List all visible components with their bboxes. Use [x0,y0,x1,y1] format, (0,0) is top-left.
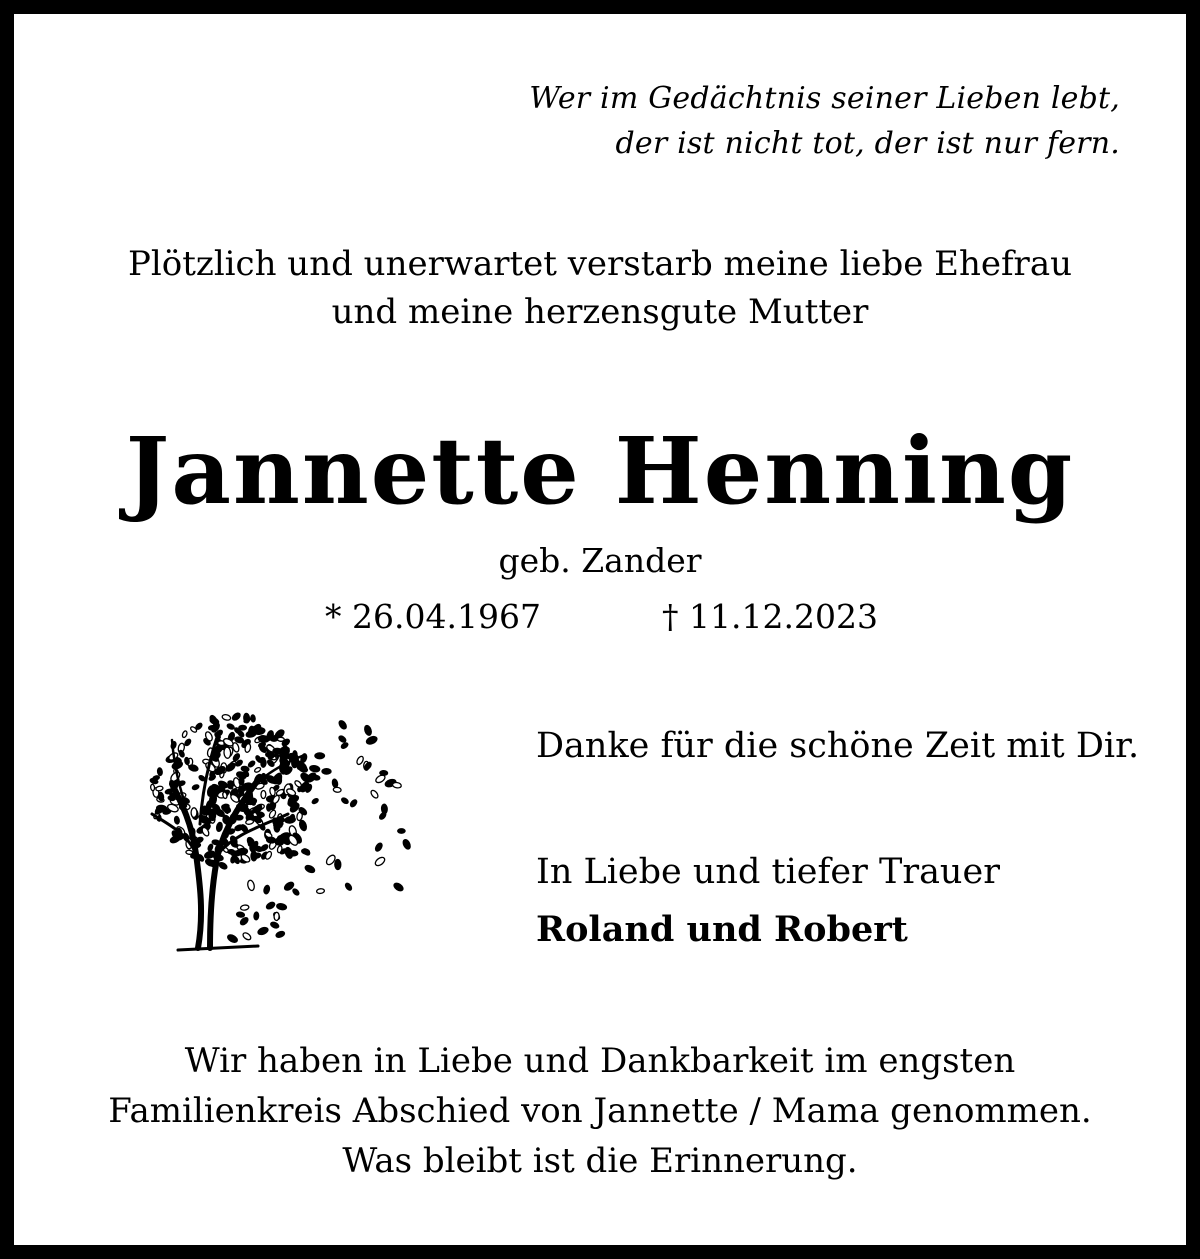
closing-line-2: Familienkreis Abschied von Jannette / Mama genommen. [108,1091,1092,1131]
motto-line-2: der ist nicht tot, der ist nur fern. [615,126,1120,161]
motto-quote [529,76,1120,166]
death-date: † 11.12.2023 [662,597,878,636]
intro-line-1: Plötzlich und unerwartet verstarb meine liebe Ehefrau [128,244,1072,284]
intro-line-2: und meine herzensgute Mutter [331,292,869,332]
maiden-name: geb. Zander [498,541,702,580]
tree-icon [138,684,414,956]
grief-text: In Liebe und tiefer Trauer [536,852,1000,892]
closing-line-3: Was bleibt ist die Erinnerung. [342,1141,858,1181]
intro-text [0,240,1200,336]
closing-line-1: Wir haben in Liebe und Dankbarkeit im engsten [184,1041,1016,1081]
motto-line-1: Wer im Gedächtnis seiner Lieben lebt, [529,81,1120,116]
deceased-name: Jannette Henning [125,417,1075,525]
thanks-text: Danke für die schöne Zeit mit Dir. [536,726,1140,766]
birth-date: * 26.04.1967 [325,597,541,636]
closing-text [0,1036,1200,1186]
signers-text: Roland und Robert [536,909,908,950]
